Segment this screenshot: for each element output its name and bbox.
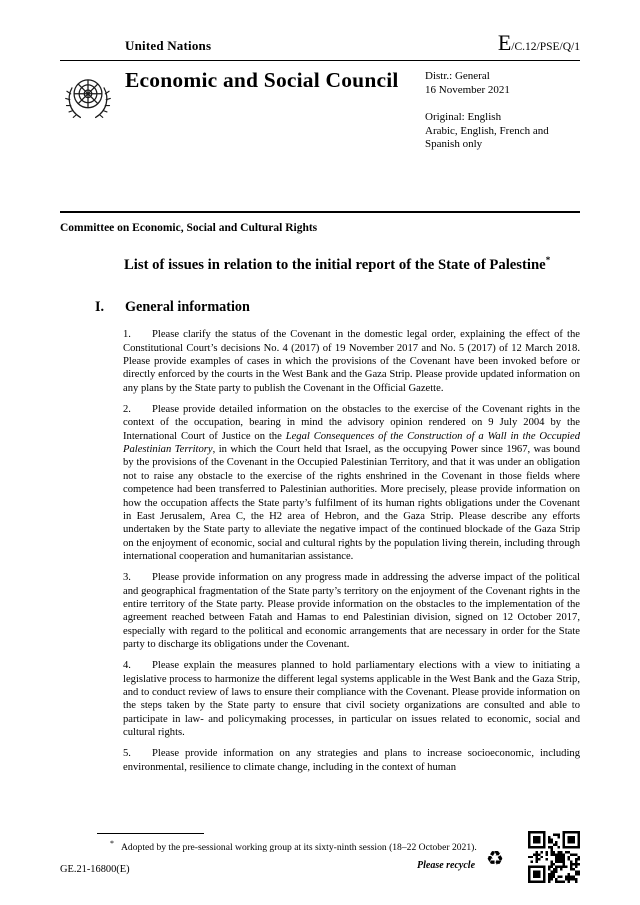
paragraph	[123, 571, 580, 651]
section-heading-text: General information	[125, 299, 250, 316]
document-symbol-letter: E	[497, 30, 512, 55]
un-emblem-icon	[61, 71, 115, 125]
date-line: 16 November 2021	[425, 83, 510, 96]
footnote-text: Adopted by the pre-sessional working group at its sixty-ninth session (18–22 October 2021).	[121, 842, 477, 854]
paragraph-number: 2.	[123, 404, 131, 416]
languages-line: Arabic, English, French and Spanish only	[425, 124, 549, 150]
document-number: GE.21-16800(E)	[60, 864, 130, 875]
paragraph-list	[60, 328, 580, 774]
paragraph-text-run: , in which the Court held that Israel, as the occupying Power since 1967, was bound by the provisions of the Covenant in the Occupied Palestinian Territory, and that it was under an obligation not to raise any obstacle to the exercise of the rights enshrined in the Covenant in those fields where competence had been transferred to Palestinian authorities. More precisely, please provide information on how the occupation affects the State party’s fulfilment of its human rights obligations under the Covenant in East Jerusalem, Area C, the H2 area of Hebron, and the Gaza Strip. Please describe any efforts undertaken by the State party to alleviate the negative impact of the continued blockade of the Gaza Strip on the enjoyment of economic, social and cultural rights by the population living therein, including through international cooperation and humanitarian assistance.	[123, 444, 581, 562]
top-header-row	[60, 0, 580, 61]
footnote-marker-ref: *	[545, 255, 551, 265]
org-name: United Nations	[125, 38, 212, 53]
please-recycle-label: Please recycle	[417, 860, 476, 871]
document-symbol-rest: /C.12/PSE/Q/1	[511, 41, 580, 53]
header-divider	[60, 211, 580, 213]
spacer	[425, 97, 583, 111]
masthead	[60, 61, 580, 211]
paragraph-text-run: Legal Consequences of the Construction of a Wall in the Occupied Palestinian Territory	[123, 430, 580, 456]
paragraph-number: 1.	[123, 329, 131, 341]
document-title-text: List of issues in relation to the initial report of the State of Palestine	[124, 256, 546, 273]
paragraph	[123, 328, 580, 395]
footnote-marker: *	[110, 839, 114, 848]
section-numeral: I.	[95, 299, 105, 316]
document-symbol	[498, 30, 580, 56]
original-language-line: Original: English	[425, 111, 502, 123]
paragraph-text-run: Please explain the measures planned to hold parliamentary elections with a view to initiating a legislative process to harmonize the different legal systems applicable in the West Bank and the Gaza Strip, and to conduct review of laws to ensure their compliance with the Covenant. Please provide information on the steps taken by the State party to ensure that civil society organizations are consulted and able to participate in law- and policymaking processes, in particular on issues related to economic, social and cultural rights.	[123, 660, 580, 739]
document-title	[124, 251, 592, 275]
paragraph-text-run: Please provide detailed information on the obstacles to the exercise of the Covenant rights in the context of the occupation, bearing in mind the advisory opinion rendered on 9 July 2004 by the International Court of Justice on the	[123, 404, 580, 442]
council-title: Economic and Social Council	[125, 68, 399, 92]
distr-line: Distr.: General	[425, 70, 490, 82]
paragraph-text-run: Please provide information on any progress made in addressing the adverse impact of the political and geographical fragmentation of the State party’s territory on the enjoyment of the Covenant rights in the entire territory of the State party. Please provide information on the obstacles to the implementation of the agreement reached between Fatah and Hamas to end Palestinian division, signed on 12 October 2017, especially with regard to the political and economic arrangements that are necessary in order for the State party to discharge its obligations under the Covenant.	[123, 572, 580, 650]
paragraph-number: 4.	[123, 660, 131, 672]
footnote	[110, 839, 585, 853]
paragraph	[123, 659, 580, 739]
recycle-icon: ♻	[486, 846, 504, 870]
paragraph-number: 3.	[123, 572, 131, 584]
committee-line: Committee on Economic, Social and Cultural Rights	[60, 222, 318, 234]
paragraph-text-run: Please clarify the status of the Covenant in the domestic legal order, explaining the effect of the Constitutional Court’s decisions No. 4 (2017) of 19 November 2017 and No. 5 (2017) of 12 March 2018. Please provide examples of cases in which the provisions of the Covenant have been invoked before or directly enforced by the courts in the West Bank and the Gaza Strip. Please provide updated information on any plans by the State party to publish the Covenant in the Official Gazette.	[123, 329, 580, 394]
paragraph-number: 5.	[123, 748, 131, 760]
footnote-separator	[97, 833, 204, 834]
distribution-block	[425, 70, 583, 152]
qr-code	[528, 831, 580, 883]
paragraph	[123, 747, 580, 774]
paragraph-text-run: Please provide information on any strategies and plans to increase socioeconomic, including environmental, resilience to climate change, including in the context of human	[123, 748, 580, 773]
section-heading	[95, 299, 580, 316]
paragraph	[123, 403, 580, 563]
